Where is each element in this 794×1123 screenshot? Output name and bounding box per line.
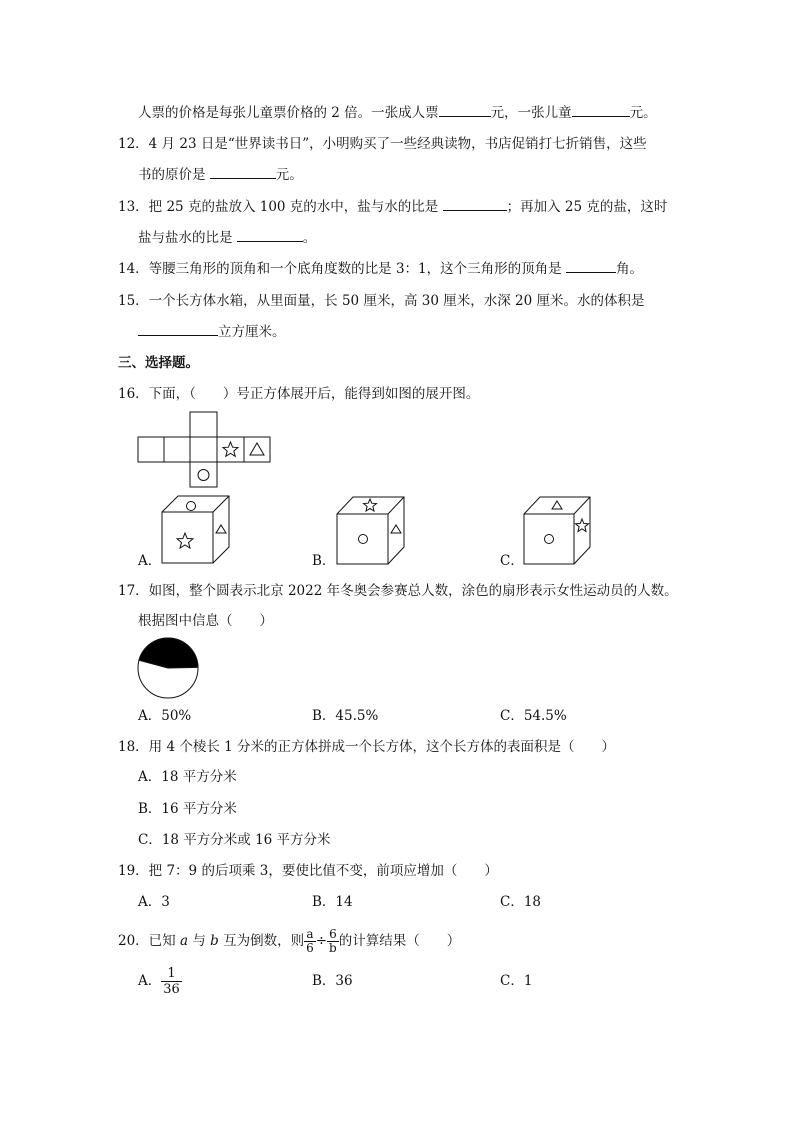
circle-icon xyxy=(545,535,554,544)
circle-icon xyxy=(359,535,368,544)
cube-b xyxy=(337,497,404,564)
q20-option-c[interactable]: C．1 xyxy=(500,973,533,989)
q20-var-a: a xyxy=(179,933,189,949)
q20-option-a-label: A． xyxy=(138,973,162,989)
q13-text-b: ；再加入 25 克的盐，这时 xyxy=(506,199,668,215)
triangle-icon xyxy=(552,501,562,509)
q15-text-b: 立方厘米。 xyxy=(218,324,286,340)
star-icon xyxy=(364,499,377,511)
q18-option-a[interactable]: A．18 平方分米 xyxy=(138,769,237,785)
q19-stem: 19．把 7：9 的后项乘 3，要使比值不变，前项应增加（ ） xyxy=(118,863,498,879)
q19-option-a[interactable]: A．3 xyxy=(138,894,170,910)
q19-option-c[interactable]: C．18 xyxy=(500,894,542,910)
q17-option-b[interactable]: B．45.5% xyxy=(312,708,379,724)
q16-option-b[interactable]: B． xyxy=(312,553,336,569)
q20-divide-sign: ÷ xyxy=(315,933,328,949)
q16-stem: 16．下面，（ ）号正方体展开后，能得到如图的展开图。 xyxy=(118,386,480,402)
q20-fraction-2: $\frac{6}{b}$ xyxy=(329,927,337,955)
q18-option-c[interactable]: C．18 平方分米或 16 平方分米 xyxy=(138,832,331,848)
q20-stem xyxy=(118,926,460,956)
triangle-icon xyxy=(391,525,401,533)
q19-option-b[interactable]: B．14 xyxy=(312,894,353,910)
q20-text-c: 互为倒数，则 xyxy=(218,933,305,949)
q11-text3: 元。 xyxy=(629,105,657,121)
q12-text-b: 元。 xyxy=(275,167,303,183)
pie-chart xyxy=(138,638,198,698)
circle-icon xyxy=(187,502,196,511)
q13-text-d: 。 xyxy=(302,230,317,246)
q20-option-b[interactable]: B．36 xyxy=(312,973,353,989)
triangle-icon xyxy=(216,525,226,533)
q20-text-a: 20．已知 xyxy=(118,933,180,949)
q13-text-a: 13．把 25 克的盐放入 100 克的水中，盐与水的比是 xyxy=(118,199,443,215)
q16-option-a[interactable]: A． xyxy=(138,553,162,569)
q20-var-b: b xyxy=(210,933,219,949)
section-title: 三、选择题。 xyxy=(118,355,199,371)
q15-line1: 15．一个长方体水箱，从里面量，长 50 厘米，高 30 厘米，水深 20 厘米。水的体积是 xyxy=(118,293,645,309)
q12-text-a: 书的原价是 xyxy=(138,167,210,183)
q12-line1: 12．4 月 23 日是“世界读书日”，小明购买了一些经典读物，书店促销打七折销售，这些 xyxy=(118,136,647,152)
net-square-top xyxy=(190,412,217,437)
star-icon xyxy=(223,442,238,456)
q14-text-a: 14．等腰三角形的顶角和一个底角度数的比是 3：1，这个三角形的顶角是 xyxy=(118,261,566,277)
q17-option-a[interactable]: A．50% xyxy=(138,708,192,724)
q11-text1: 人票的价格是每张儿童票价格的 2 倍。一张成人票 xyxy=(138,105,439,121)
q17-option-c[interactable]: C．54.5% xyxy=(500,708,567,724)
net-square-circle xyxy=(190,462,217,487)
net-square-3 xyxy=(190,437,217,462)
star-icon xyxy=(177,533,193,548)
q18-stem: 18．用 4 个棱长 1 分米的正方体拼成一个长方体，这个长方体的表面积是（ ） xyxy=(118,739,616,755)
q13-text-c: 盐与盐水的比是 xyxy=(138,230,237,246)
triangle-icon xyxy=(250,443,264,455)
net-square-2 xyxy=(164,437,190,462)
net-square-triangle xyxy=(244,437,270,462)
q16-option-c[interactable]: C． xyxy=(500,553,524,569)
q17-line2: 根据图中信息（ ） xyxy=(138,613,273,629)
q20-fraction-1: $\frac{a}{6}$ xyxy=(306,927,314,955)
q20-text-d: 的计算结果（ ） xyxy=(338,933,461,949)
q17-line1: 17．如图，整个圆表示北京 2022 年冬奥会参赛总人数，涂色的扇形表示女性运动员的人数。 xyxy=(118,583,678,599)
q20-text-b: 与 xyxy=(188,933,211,949)
q20-option-a[interactable] xyxy=(138,966,182,996)
star-icon xyxy=(576,519,589,532)
q20-option-a-fraction: $\frac{1}{36}$ xyxy=(163,966,180,997)
q11-text2: 元，一张儿童 xyxy=(490,105,572,121)
net-square-1 xyxy=(138,437,164,462)
cube-c xyxy=(524,497,590,564)
q18-option-b[interactable]: B．16 平方分米 xyxy=(138,801,237,817)
circle-icon xyxy=(198,470,209,481)
cube-a xyxy=(162,496,229,563)
q14-text-b: 角。 xyxy=(615,261,643,277)
